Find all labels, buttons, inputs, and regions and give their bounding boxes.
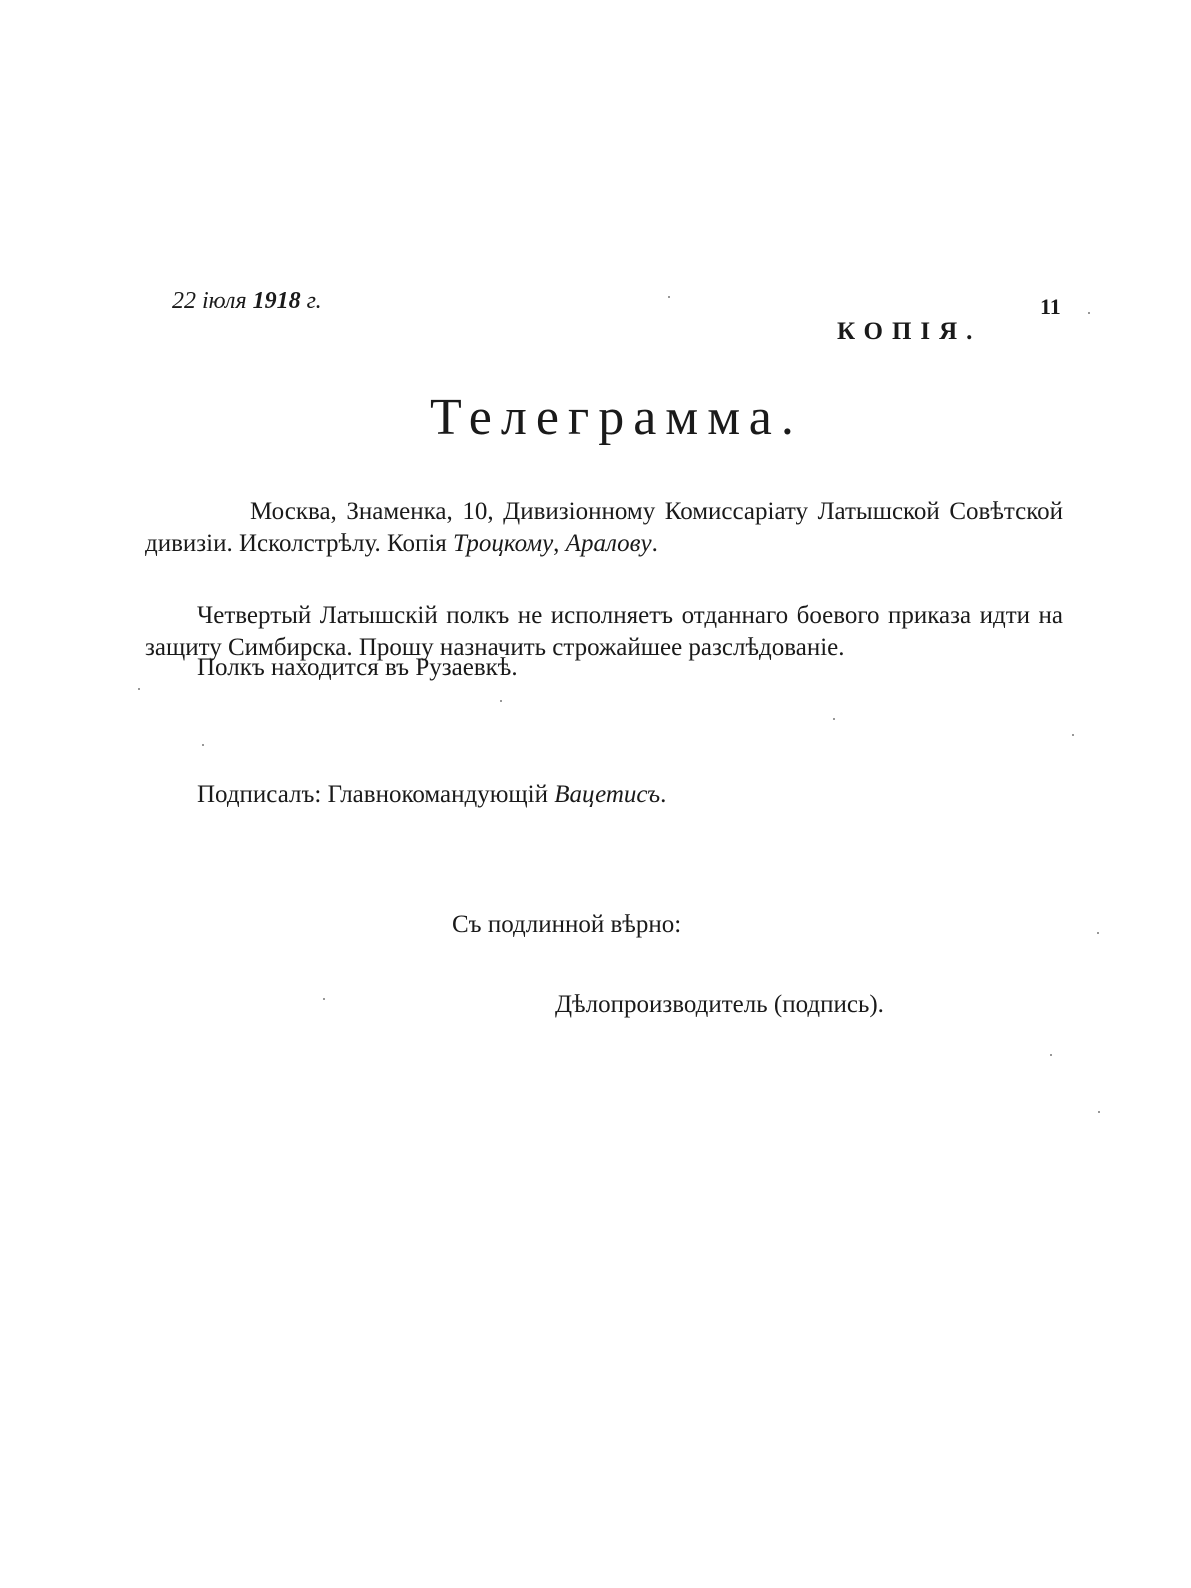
clerk-line: Дѣлопроизводитель (подпись). (555, 991, 884, 1018)
page-number: 11 (1040, 294, 1061, 319)
signature-line (197, 781, 666, 809)
document-title: Телеграмма. (430, 389, 803, 446)
signature-label: Подписалъ: Главнокомандующій (197, 781, 555, 808)
scan-speck (202, 744, 204, 746)
scan-speck (1098, 1111, 1100, 1113)
scan-speck (1072, 734, 1074, 736)
scan-speck (1097, 932, 1099, 934)
document-date (172, 288, 322, 315)
copy-recipient-2: Аралову (565, 530, 652, 557)
scan-speck (1088, 312, 1090, 314)
scan-speck (323, 998, 325, 1000)
scan-speck (500, 700, 502, 702)
copy-mark: КОПІЯ. (837, 318, 982, 345)
body-paragraph-1: Четвертый Латышскій полкъ не исполняетъ отданнаго боевого приказа идти на защиту Симбирска. Прошу назначить строжайшее разслѣдованіе. (145, 602, 1063, 661)
scan-speck (138, 688, 140, 690)
date-suffix: г. (306, 288, 322, 314)
copy-recipient-1: Троцкому (453, 530, 554, 557)
scan-speck (833, 718, 835, 720)
scan-speck (1050, 1054, 1052, 1056)
date-year: 1918 (252, 288, 301, 314)
address-separator: , (553, 530, 566, 557)
signature-end: . (660, 781, 667, 808)
scan-speck (668, 296, 670, 298)
address-text: Москва, Знаменка, 10, Дивизіонному Комиссаріату Латышской Совѣтской дивизіи. Исколстрѣлу. Копія (145, 498, 1063, 557)
signatory-name: Вацетисъ (554, 781, 661, 808)
body-paragraph-2: Полкъ находится въ Рузаевкѣ. (197, 654, 518, 681)
address-end: . (651, 530, 658, 557)
certification-line: Съ подлинной вѣрно: (452, 911, 682, 938)
date-day-month: 22 іюля (172, 288, 247, 314)
address-paragraph (145, 496, 1063, 560)
